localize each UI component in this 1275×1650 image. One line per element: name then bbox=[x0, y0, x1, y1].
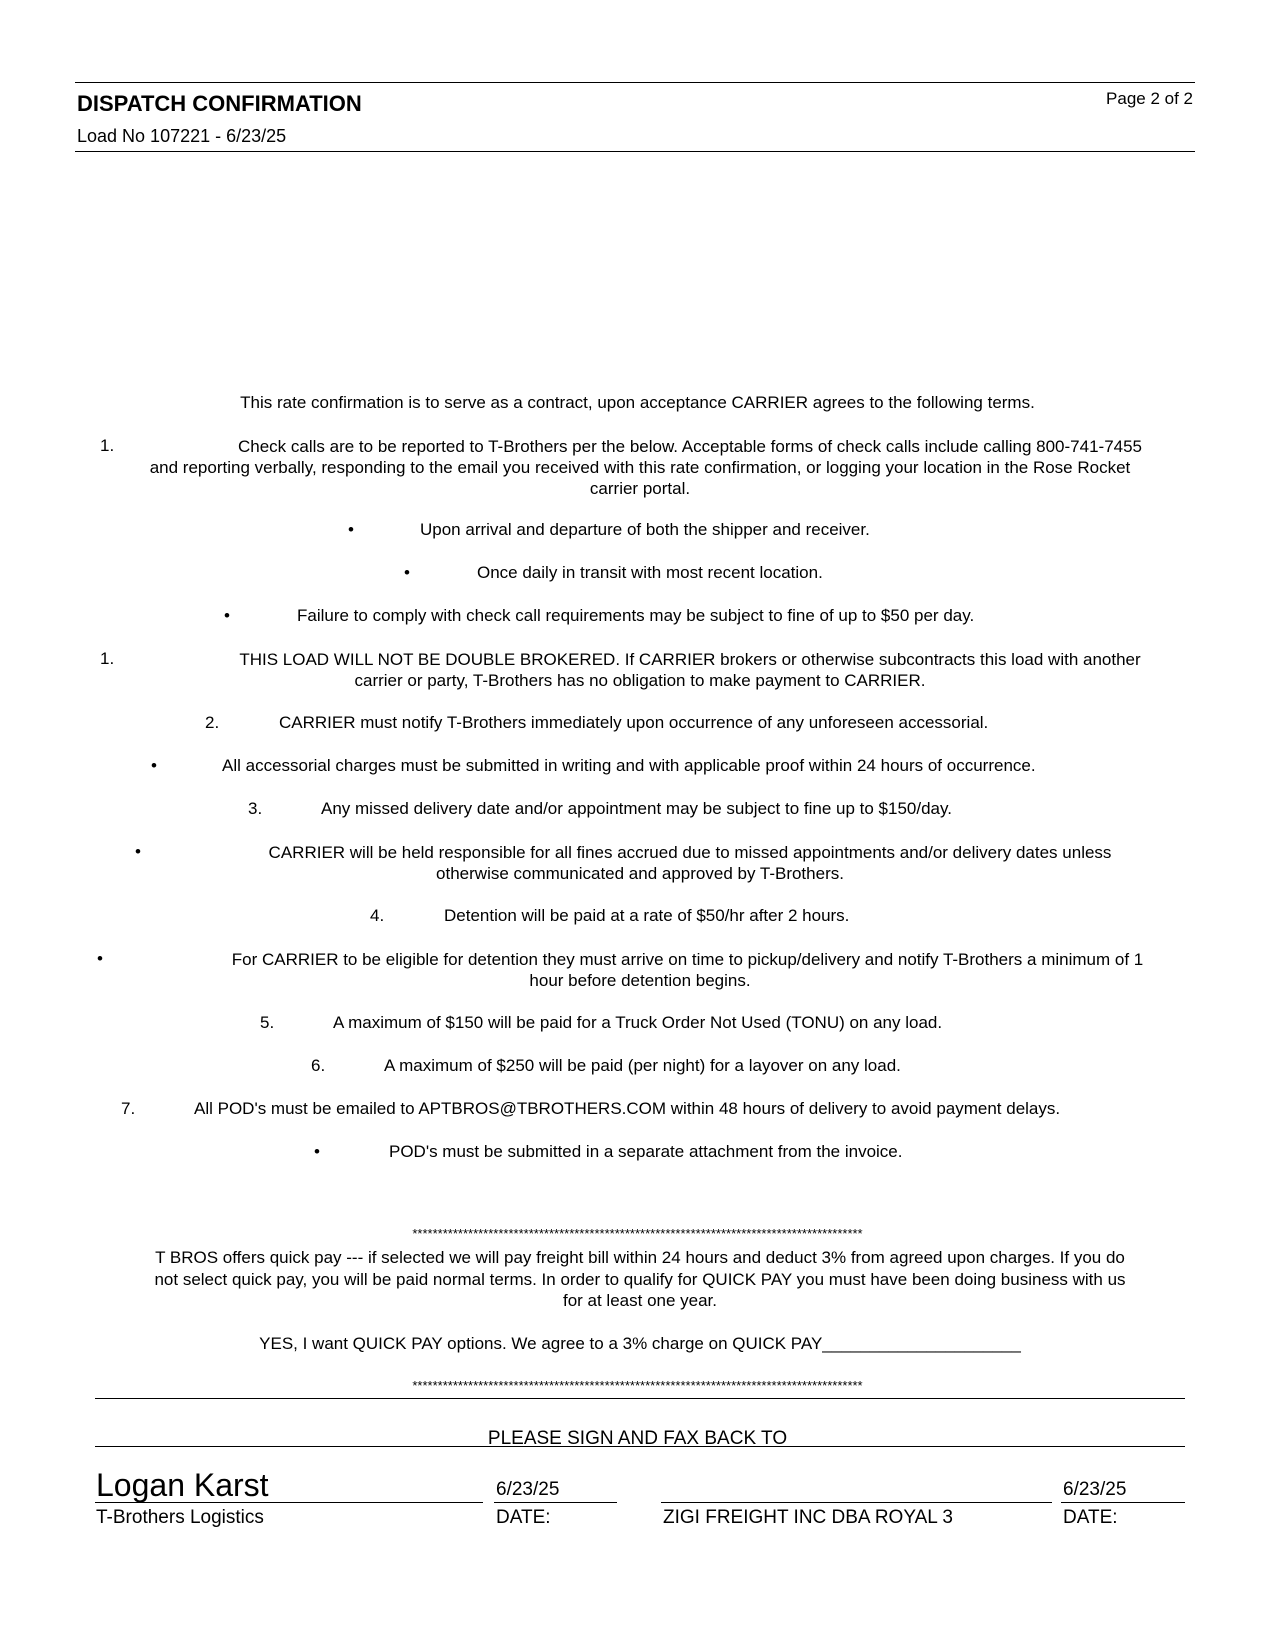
bullet: • bbox=[135, 842, 141, 861]
quick-pay-terms bbox=[85, 1247, 1195, 1312]
divider bbox=[95, 1446, 1185, 1447]
term-item-5: A maximum of $150 will be paid for a Truck Order Not Used (TONU) on any load. bbox=[333, 1013, 943, 1032]
term-line: hour before detention begins. bbox=[529, 971, 751, 990]
item-number: 4. bbox=[370, 906, 385, 925]
broker-date-line bbox=[494, 1502, 617, 1503]
carrier-date: 6/23/25 bbox=[1063, 1479, 1127, 1500]
item-number: 7. bbox=[121, 1099, 136, 1118]
broker-signature-line bbox=[95, 1502, 483, 1503]
broker-label: T-Brothers Logistics bbox=[96, 1507, 264, 1528]
term-bullet-3: Failure to comply with check call requirements may be subject to fine of up to $50 per day. bbox=[297, 606, 975, 625]
term-line: and reporting verbally, responding to the email you received with this rate confirmation, or logging your location in the Rose Rocket bbox=[149, 458, 1131, 477]
carrier-date-line bbox=[1061, 1502, 1185, 1503]
term-item-2: CARRIER must notify T-Brothers immediately upon occurrence of any unforeseen accessorial. bbox=[279, 713, 989, 732]
item-number: 6. bbox=[311, 1056, 326, 1075]
term-bullet-7: POD's must be submitted in a separate attachment from the invoice. bbox=[389, 1142, 903, 1161]
carrier-date-label: DATE: bbox=[1063, 1507, 1118, 1528]
term-bullet-5 bbox=[85, 842, 1195, 884]
bullet: • bbox=[97, 949, 103, 968]
item-number: 3. bbox=[248, 799, 263, 818]
qp-line: for at least one year. bbox=[562, 1291, 718, 1310]
bullet: • bbox=[348, 520, 354, 539]
term-line: carrier portal. bbox=[589, 479, 691, 498]
term-bullet-6 bbox=[85, 949, 1195, 991]
carrier-signature-line[interactable] bbox=[661, 1502, 1052, 1503]
term-item-1b bbox=[85, 649, 1195, 691]
term-line: For CARRIER to be eligible for detention they must arrive on time to pickup/delivery and notify T-Brothers a minimum of 1 bbox=[231, 950, 1144, 969]
item-number: 2. bbox=[205, 713, 220, 732]
bullet: • bbox=[314, 1142, 320, 1161]
item-number: 1. bbox=[100, 649, 115, 668]
broker-signature: Logan Karst bbox=[96, 1467, 269, 1503]
term-item-1 bbox=[85, 436, 1195, 499]
term-bullet-1: Upon arrival and departure of both the shipper and receiver. bbox=[420, 520, 870, 539]
term-line: carrier or party, T-Brothers has no obligation to make payment to CARRIER. bbox=[354, 671, 926, 690]
bullet: • bbox=[224, 606, 230, 625]
term-line: CARRIER will be held responsible for all fines accrued due to missed appointments and/or delivery dates unless bbox=[268, 843, 1112, 862]
page-number: Page 2 of 2 bbox=[1106, 89, 1193, 108]
term-line: Check calls are to be reported to T-Brothers per the below. Acceptable forms of check calls include calling 800-741-7455 bbox=[237, 437, 1143, 456]
term-bullet-4: All accessorial charges must be submitted in writing and with applicable proof within 24 hours of occurrence. bbox=[222, 756, 1036, 775]
stars-divider: ***************************************************************************************** bbox=[412, 1226, 863, 1241]
stars-divider: ***************************************************************************************** bbox=[412, 1378, 863, 1393]
divider bbox=[95, 1398, 1185, 1399]
term-line: THIS LOAD WILL NOT BE DOUBLE BROKERED. If CARRIER brokers or otherwise subcontracts this load with another bbox=[239, 650, 1141, 669]
term-item-6: A maximum of $250 will be paid (per night) for a layover on any load. bbox=[384, 1056, 901, 1075]
document-title: DISPATCH CONFIRMATION bbox=[77, 91, 362, 116]
bullet: • bbox=[404, 563, 410, 582]
item-number: 5. bbox=[260, 1013, 275, 1032]
sign-back-instruction: PLEASE SIGN AND FAX BACK TO bbox=[487, 1428, 788, 1449]
load-number: Load No 107221 - 6/23/25 bbox=[77, 126, 287, 146]
term-line: otherwise communicated and approved by T-Brothers. bbox=[436, 864, 844, 883]
term-item-7: All POD's must be emailed to APTBROS@TBROTHERS.COM within 48 hours of delivery to avoid payment delays. bbox=[194, 1099, 1061, 1118]
carrier-label: ZIGI FREIGHT INC DBA ROYAL 3 bbox=[663, 1507, 953, 1528]
broker-date: 6/23/25 bbox=[496, 1479, 560, 1500]
qp-line: T BROS offers quick pay --- if selected we will pay freight bill within 24 hours and deduct 3% from agreed upon charges. If you do bbox=[155, 1248, 1125, 1267]
qp-line: not select quick pay, you will be paid normal terms. In order to qualify for QUICK PAY you must have been doing business with us bbox=[154, 1269, 1126, 1289]
bullet: • bbox=[151, 756, 157, 775]
broker-date-label: DATE: bbox=[496, 1507, 551, 1528]
term-item-3: Any missed delivery date and/or appointment may be subject to fine up to $150/day. bbox=[321, 799, 952, 818]
term-item-4: Detention will be paid at a rate of $50/hr after 2 hours. bbox=[444, 906, 850, 925]
document-header bbox=[75, 82, 1195, 152]
quick-pay-opt-in[interactable]: YES, I want QUICK PAY options. We agree to a 3% charge on QUICK PAY_____________________ bbox=[259, 1334, 1021, 1353]
item-number: 1. bbox=[100, 436, 115, 455]
terms-intro: This rate confirmation is to serve as a contract, upon acceptance CARRIER agrees to the following terms. bbox=[240, 393, 1035, 412]
term-bullet-2: Once daily in transit with most recent location. bbox=[477, 563, 823, 582]
